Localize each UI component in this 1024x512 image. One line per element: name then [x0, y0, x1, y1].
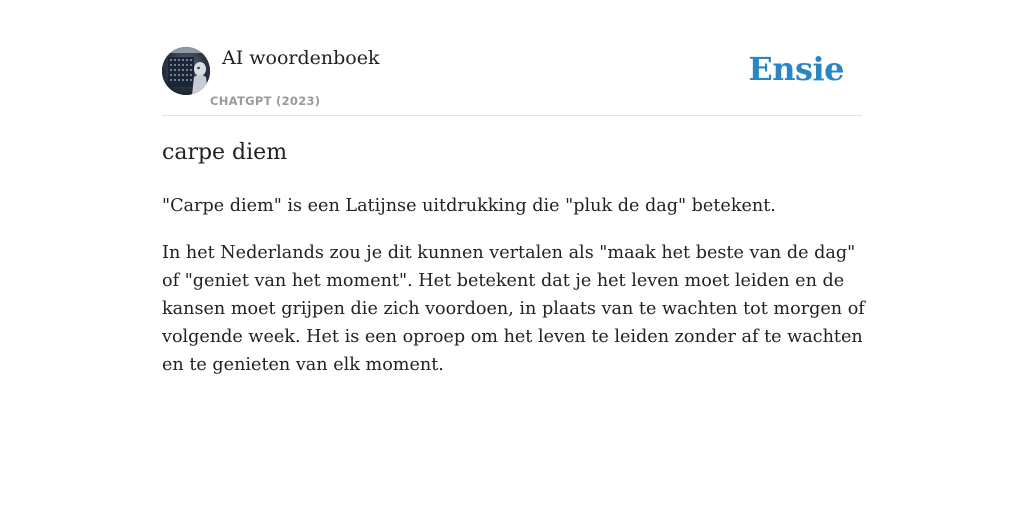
author-name[interactable]: AI woordenboek	[222, 47, 380, 69]
brand-logo[interactable]: Ensie	[748, 50, 844, 88]
definition-paragraph: "Carpe diem" is een Latijnse uitdrukking die "pluk de dag" betekent.	[162, 196, 776, 216]
entry-header	[162, 40, 862, 116]
definition-paragraph: In het Nederlands zou je dit kunnen vertalen als "maak het beste van de dag" of "geniet van het moment". Het betekent dat je het leven moet leiden en de kansen moet grijpen die zich voordoen, in plaats van te wachten tot morgen of volgende week. Het is een oproep om het leven te leiden zonder af te wachten en te genieten van elk moment.	[162, 243, 865, 375]
source-meta: CHATGPT (2023)	[210, 94, 321, 108]
entry-term: carpe diem	[162, 140, 288, 165]
ai-robot-avatar-icon[interactable]	[162, 47, 210, 95]
entry-card	[162, 40, 865, 375]
entry-definition	[162, 192, 872, 398]
